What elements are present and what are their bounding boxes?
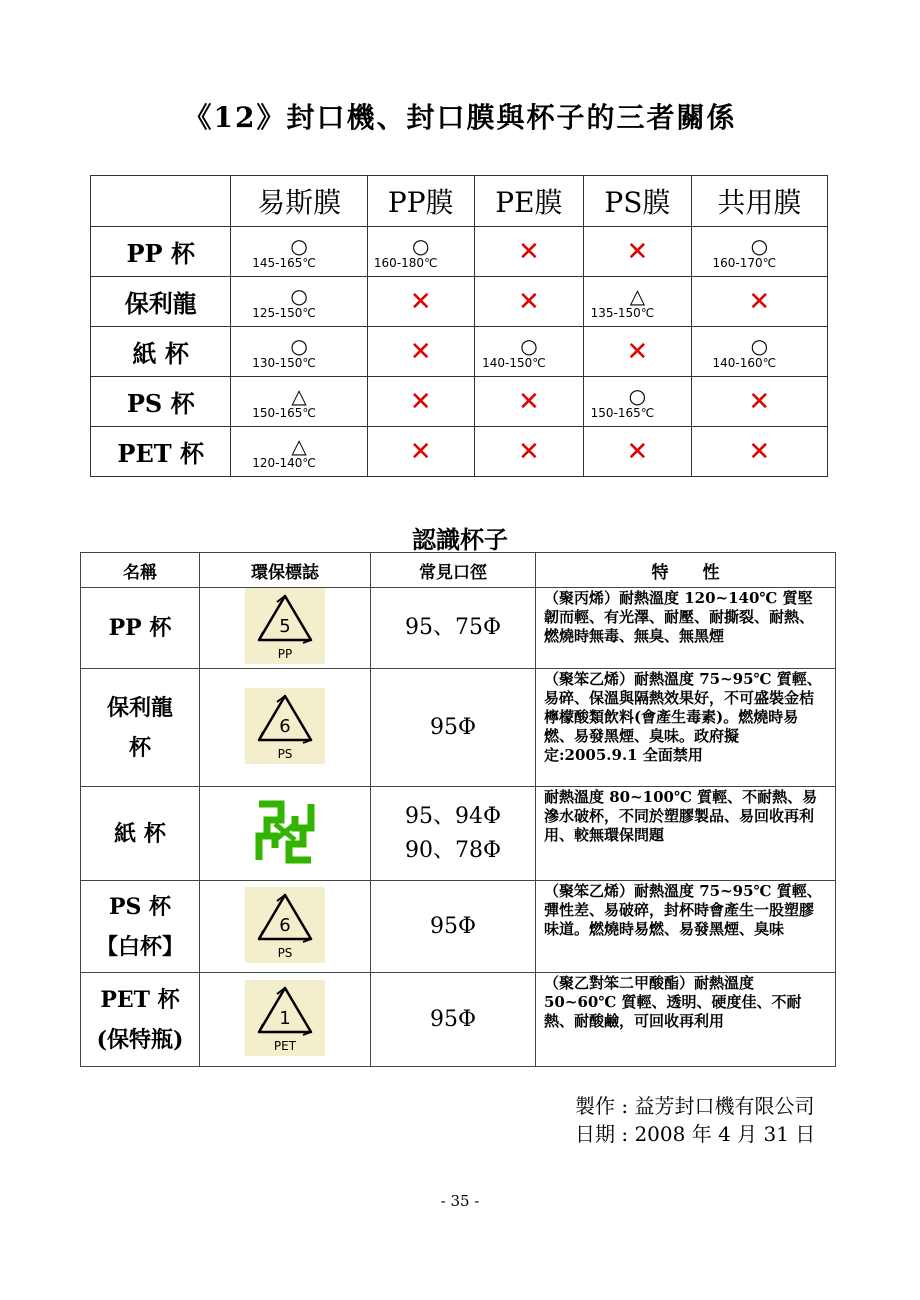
circle-icon: ○	[750, 333, 769, 358]
seal-temperature: 125-150℃	[252, 305, 316, 320]
cross-icon: ✕	[518, 386, 540, 417]
compat-cell	[584, 377, 691, 427]
cup-diameter	[371, 973, 536, 1067]
cross-icon: ✕	[626, 436, 649, 467]
cup-property: 耐熱溫度 80~100℃ 質輕、不耐熱、易滲水破杯，不同於塑膠製品、易回收再利用、較無環保問題	[536, 787, 836, 881]
compat-cell	[584, 427, 691, 477]
triangle-icon: △	[291, 433, 307, 458]
page-title: 《12》封口機、封口膜與杯子的三者關係	[183, 101, 737, 134]
seal-temperature: 120-140℃	[252, 455, 316, 470]
diameter-line: 95Φ	[429, 913, 477, 939]
circle-icon: ○	[290, 233, 308, 258]
circle-icon: ○	[290, 333, 308, 358]
cross-icon: ✕	[518, 236, 540, 267]
diameter-line: 90、78Φ	[404, 837, 502, 863]
compat-col-header: PP膜	[367, 176, 474, 227]
circle-icon: ○	[290, 283, 308, 308]
seal-temperature: 150-165℃	[590, 405, 655, 420]
compat-cell	[231, 327, 367, 377]
cups-row	[81, 973, 836, 1067]
cross-icon: ✕	[626, 336, 649, 367]
triangle-icon: △	[629, 283, 646, 308]
diameter-line: 95Φ	[429, 714, 477, 740]
cup-diameter	[371, 669, 536, 787]
cup-name	[81, 588, 200, 669]
compat-row	[91, 427, 828, 477]
cups-row	[81, 588, 836, 669]
seal-temperature: 145-165℃	[252, 255, 316, 270]
recycle-code-number: 6	[279, 715, 291, 737]
paper-recycle-icon	[245, 794, 325, 870]
cups-col-header: 名稱	[81, 553, 200, 588]
cup-logo	[200, 669, 371, 787]
seal-temperature: 160-170℃	[712, 255, 777, 270]
recycle-code-label: PS	[277, 746, 293, 761]
cross-icon: ✕	[626, 236, 649, 267]
cup-diameter	[371, 881, 536, 973]
recycle-triangle-icon	[245, 980, 325, 1056]
cup-property: （聚笨乙烯）耐熱溫度 75~95℃ 質輕、彈性差、易破碎，封杯時會產生一股塑膠味道。燃燒時易燃、易發黑煙、臭味	[536, 881, 836, 973]
cup-name-line: (保特瓶)	[96, 1026, 184, 1053]
compat-row-label: PS 杯	[91, 377, 231, 427]
compat-row	[91, 277, 828, 327]
compat-corner-cell	[91, 176, 231, 227]
compat-row	[91, 377, 828, 427]
diameter-line: 95Φ	[429, 1006, 477, 1032]
diameter-line: 95、94Φ	[404, 803, 502, 829]
cups-col-header: 環保標誌	[200, 553, 371, 588]
circle-icon: ○	[750, 233, 769, 258]
cup-name-line: 【白杯】	[95, 933, 184, 960]
compat-cell	[691, 377, 827, 427]
compat-header-row	[91, 176, 828, 227]
compat-row	[91, 327, 828, 377]
recycle-code-icon	[245, 980, 325, 1056]
recycle-triangle-icon	[245, 588, 325, 664]
cross-icon: ✕	[409, 436, 432, 467]
recycle-code-icon	[245, 588, 325, 664]
compat-cell	[367, 427, 474, 477]
compat-row-label: PET 杯	[91, 427, 231, 477]
cup-property: （聚丙烯）耐熱溫度 120~140℃ 質堅韌而輕、有光澤、耐壓、耐撕裂、耐熱、燃燒時無毒、無臭、無黑煙	[536, 588, 836, 669]
compat-cell	[231, 277, 367, 327]
recycle-code-number: 6	[279, 914, 291, 936]
recycle-triangle-icon	[245, 688, 325, 764]
seal-temperature: 140-160℃	[712, 355, 777, 370]
compat-cell	[367, 227, 474, 277]
compat-cell	[691, 277, 827, 327]
seal-temperature: 130-150℃	[252, 355, 316, 370]
cup-property: （聚笨乙烯）耐熱溫度 75~95℃ 質輕、易碎、保溫與隔熱效果好，不可盛裝金桔檸檬酸類飲料(會產生毒素)。燃燒時易燃、易發黑煙、臭味。政府擬定:2005.9.1 全面禁用	[536, 669, 836, 787]
compat-row	[91, 227, 828, 277]
cross-icon: ✕	[409, 336, 432, 367]
recycle-code-icon	[245, 688, 325, 764]
cups-col-header: 特 性	[536, 553, 836, 588]
recycle-code-number: 1	[279, 1007, 291, 1029]
diameter-line: 95、75Φ	[404, 615, 502, 640]
compat-col-header: 易斯膜	[231, 176, 367, 227]
cross-icon: ✕	[748, 386, 771, 417]
cup-name-line: PS 杯	[108, 893, 172, 920]
cup-logo	[200, 973, 371, 1067]
cups-table	[80, 552, 836, 1067]
page-number: - 35 -	[440, 1192, 480, 1210]
circle-icon: ○	[520, 333, 538, 358]
compat-cell	[691, 227, 827, 277]
cross-icon: ✕	[748, 286, 771, 317]
cup-logo	[200, 881, 371, 973]
cup-name-line: PET 杯	[100, 986, 180, 1013]
cross-icon: ✕	[518, 436, 540, 467]
compat-cell	[367, 277, 474, 327]
cups-col-header: 常見口徑	[371, 553, 536, 588]
cups-header-row	[81, 553, 836, 588]
cross-icon: ✕	[518, 286, 540, 317]
date-line: 日期 : 2008 年 4 月 31 日	[575, 1122, 816, 1146]
section-subtitle: 認識杯子	[412, 525, 508, 554]
compat-col-header: PE膜	[474, 176, 583, 227]
cup-name	[81, 787, 200, 881]
cup-name	[81, 669, 200, 787]
recycle-code-label: PS	[277, 945, 293, 960]
seal-temperature: 135-150℃	[590, 305, 655, 320]
compat-col-header: 共用膜	[691, 176, 827, 227]
cross-icon: ✕	[748, 436, 771, 467]
compat-cell	[474, 227, 583, 277]
cup-diameter	[371, 588, 536, 669]
compat-cell	[691, 327, 827, 377]
compat-col-header: PS膜	[584, 176, 691, 227]
cups-row	[81, 881, 836, 973]
cross-icon: ✕	[409, 286, 432, 317]
compat-cell	[691, 427, 827, 477]
cup-diameter	[371, 787, 536, 881]
cup-name-line: 保利龍	[106, 694, 173, 721]
recycle-triangle-icon	[245, 887, 325, 963]
cups-row	[81, 787, 836, 881]
compat-cell	[367, 377, 474, 427]
recycle-code-number: 5	[279, 616, 291, 637]
cup-name-line: 紙 杯	[114, 820, 166, 847]
cup-name-line: 杯	[128, 734, 151, 761]
cup-name-line: PP 杯	[108, 615, 172, 641]
cup-logo	[200, 588, 371, 669]
recycle-code-label: PP	[277, 647, 293, 661]
cup-logo	[200, 787, 371, 881]
maker-credit: 製作 : 益芳封口機有限公司	[575, 1094, 815, 1118]
recycle-code-icon	[245, 887, 325, 963]
compat-cell	[474, 427, 583, 477]
compat-cell	[231, 377, 367, 427]
cups-row	[81, 669, 836, 787]
compat-cell	[231, 427, 367, 477]
compat-table	[90, 175, 828, 477]
recycle-code-label: PET	[273, 1038, 297, 1053]
circle-icon: ○	[628, 383, 647, 408]
compat-row-label: 紙 杯	[91, 327, 231, 377]
compat-cell	[474, 327, 583, 377]
cup-name	[81, 973, 200, 1067]
seal-temperature: 160-180℃	[373, 255, 438, 270]
compat-row-label: PP 杯	[91, 227, 231, 277]
seal-temperature: 150-165℃	[252, 405, 316, 420]
seal-temperature: 140-150℃	[482, 355, 546, 370]
cup-property: （聚乙對笨二甲酸酯）耐熱溫度 50~60℃ 質輕、透明、硬度佳、不耐熱、耐酸鹼，可回收再利用	[536, 973, 836, 1067]
compat-row-label: 保利龍	[91, 277, 231, 327]
cross-icon: ✕	[409, 386, 432, 417]
compat-cell	[584, 277, 691, 327]
triangle-icon: △	[291, 383, 307, 408]
circle-icon: ○	[411, 233, 430, 258]
cup-name	[81, 881, 200, 973]
